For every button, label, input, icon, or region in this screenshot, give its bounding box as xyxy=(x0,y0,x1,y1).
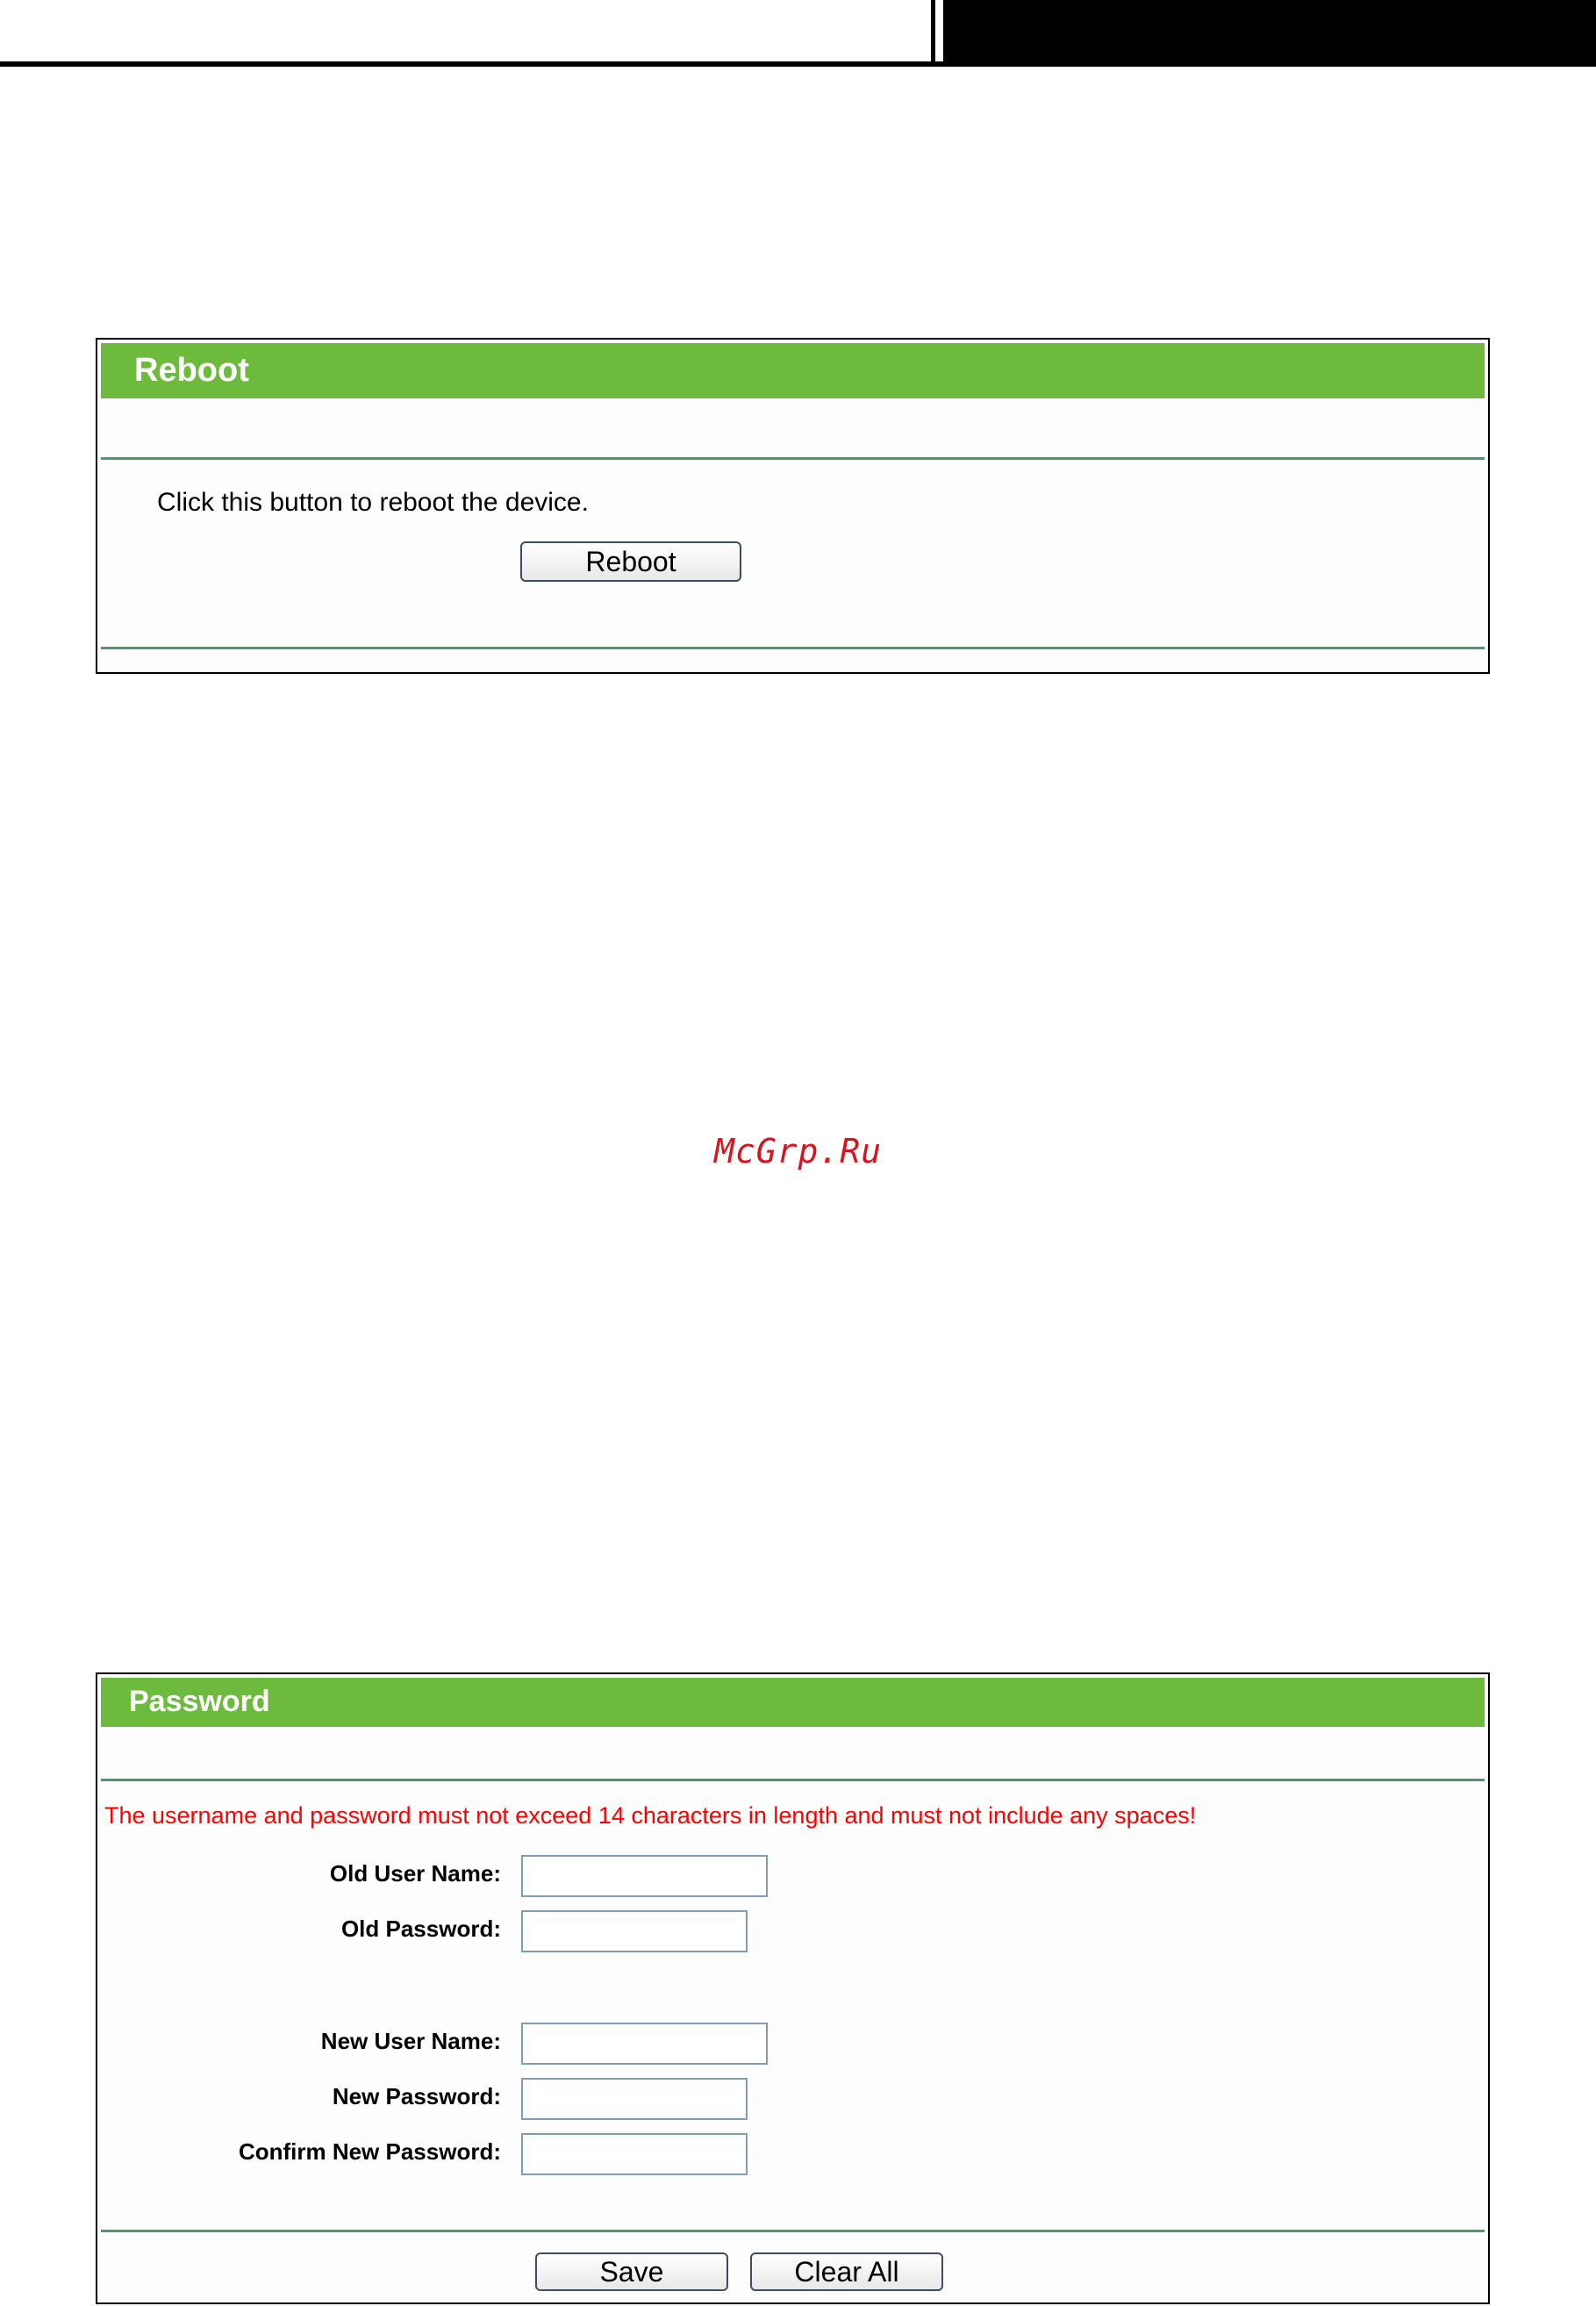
password-panel-title: Password xyxy=(129,1685,270,1718)
new-user-name-label: New User Name: xyxy=(320,2028,501,2054)
reboot-description: Click this button to reboot the device. xyxy=(157,488,589,517)
save-button[interactable]: Save xyxy=(535,2252,728,2291)
password-panel xyxy=(96,1672,1490,2304)
reboot-button[interactable]: Reboot xyxy=(520,541,741,582)
page-header-block xyxy=(926,0,1596,67)
new-password-input[interactable] xyxy=(521,2078,748,2120)
watermark-text: McGrp.Ru xyxy=(713,1132,883,1171)
old-password-label: Old Password: xyxy=(340,1916,501,1942)
old-user-name-label: Old User Name: xyxy=(329,1860,501,1887)
old-password-input[interactable] xyxy=(521,1910,748,1952)
reboot-bottom-divider xyxy=(101,647,1485,649)
page-header-notch-line xyxy=(931,0,935,61)
reboot-panel xyxy=(96,338,1490,674)
reboot-panel-title: Reboot xyxy=(134,352,249,389)
confirm-new-password-input[interactable] xyxy=(521,2133,748,2175)
password-top-divider xyxy=(101,1779,1485,1781)
clear-all-button[interactable]: Clear All xyxy=(750,2252,943,2291)
password-panel-header xyxy=(101,1678,1485,1727)
password-bottom-divider xyxy=(101,2230,1485,2232)
old-user-name-input[interactable] xyxy=(521,1855,768,1897)
reboot-top-divider xyxy=(101,457,1485,460)
new-password-label: New Password: xyxy=(332,2083,501,2109)
page-header-rule xyxy=(0,61,930,67)
confirm-new-password-label: Confirm New Password: xyxy=(238,2138,501,2165)
new-user-name-input[interactable] xyxy=(521,2023,768,2065)
reboot-panel-header xyxy=(101,343,1485,398)
password-warning: The username and password must not exceed 14 characters in length and must not include any spaces! xyxy=(104,1802,1197,1829)
